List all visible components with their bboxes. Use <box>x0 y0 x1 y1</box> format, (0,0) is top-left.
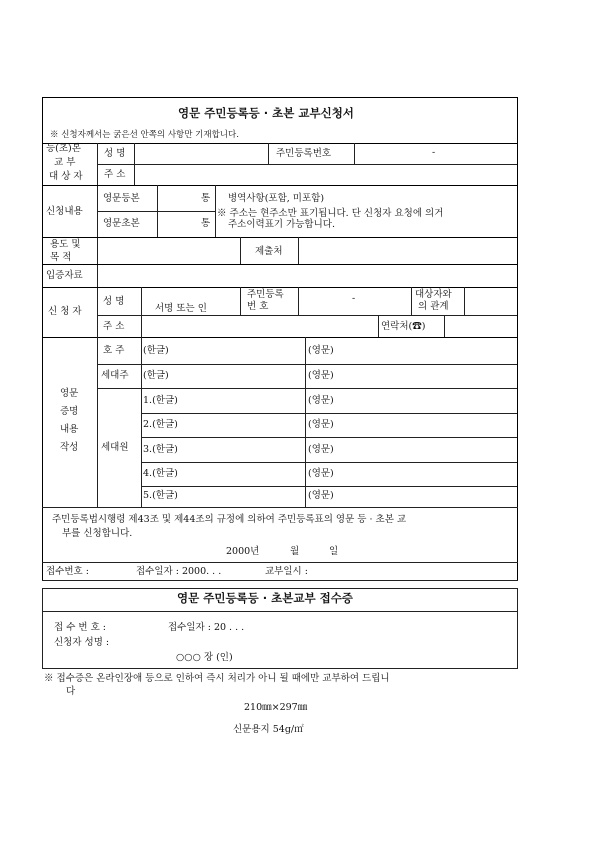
target-name-field[interactable] <box>136 145 266 163</box>
head-english-field[interactable]: (영문) <box>308 345 334 356</box>
applicant-name-label: 성 명 <box>103 296 125 307</box>
purpose-label-2: 목 적 <box>50 252 72 263</box>
paper-type: 신문용지 54g/㎡ <box>233 724 304 735</box>
member-english-field[interactable]: (영문) <box>308 490 334 501</box>
english-label-4: 작성 <box>60 442 79 453</box>
rule <box>42 237 518 238</box>
rule <box>444 315 445 337</box>
receipt-title: 영문 주민등록등 · 초본교부 접수증 <box>177 591 353 605</box>
head-label: 호 주 <box>103 345 125 356</box>
receipt-date: 접수일자 : 20 . . . <box>168 622 245 633</box>
householder-label: 세대주 <box>101 370 129 381</box>
rule <box>42 611 518 612</box>
evidence-label: 입증자료 <box>46 270 83 281</box>
rule <box>42 588 518 589</box>
rule <box>378 315 379 337</box>
applicant-address-field[interactable] <box>143 317 376 336</box>
address-note-1: ※ 주소는 현주소만 표기됩니다. 단 신청자 요청에 의거 <box>217 208 444 219</box>
relation-field[interactable] <box>466 289 515 314</box>
member-english-field[interactable]: (영문) <box>308 468 334 479</box>
evidence-field[interactable] <box>99 266 515 285</box>
statement-line-1: 주민등록법시행령 제43조 및 제44조의 규정에 의하여 주민등록표의 영문 등 · 초본 교 <box>52 514 407 525</box>
content-label: 신청내용 <box>46 206 83 217</box>
english-label-2: 증명 <box>60 406 79 417</box>
applicant-label: 신 청 자 <box>48 306 82 317</box>
rule <box>240 287 241 315</box>
rule <box>141 337 142 507</box>
rule <box>141 486 517 487</box>
member-korean-field[interactable]: 2.(한글) <box>143 419 178 430</box>
paper-size: 210㎜×297㎜ <box>244 702 308 713</box>
members-label: 세대원 <box>101 442 129 453</box>
rule <box>42 143 518 144</box>
receipt-applicant-label: 신청자 성명 : <box>54 637 110 648</box>
rule <box>268 143 269 164</box>
rule <box>141 462 517 463</box>
submit-to-field[interactable] <box>300 239 515 262</box>
rule <box>141 413 517 414</box>
eng-deungbon-count[interactable] <box>159 188 213 209</box>
rule <box>97 143 98 337</box>
contact-label: 연락처(☎) <box>381 321 426 332</box>
member-korean-field[interactable]: 5.(한글) <box>143 490 178 501</box>
target-label-1: 등(초)본 <box>46 143 81 154</box>
rule <box>411 287 412 315</box>
rule <box>305 337 306 507</box>
householder-korean-field[interactable]: (한글) <box>143 370 169 381</box>
applicant-address-label: 주 소 <box>103 321 125 332</box>
rule <box>42 588 43 668</box>
rule <box>97 211 215 212</box>
rrn-dash: - <box>352 293 356 304</box>
member-korean-field[interactable]: 4.(한글) <box>143 468 178 479</box>
member-english-field[interactable]: (영문) <box>308 444 334 455</box>
member-english-field[interactable]: (영문) <box>308 395 334 406</box>
top-note: ※ 신청자께서는 굵은선 안쪽의 사항만 기재합니다. <box>50 130 239 140</box>
military-option[interactable]: 병역사항(포함, 미포함) <box>228 193 325 204</box>
purpose-label-1: 용도 및 <box>50 239 81 250</box>
receipt-no-label: 접 수 번 호 : <box>54 622 106 633</box>
english-label-1: 영문 <box>60 388 79 399</box>
rule <box>42 264 518 265</box>
eng-chobon-count[interactable] <box>159 213 213 235</box>
rule <box>42 668 518 669</box>
relation-label-1: 대상자와 <box>415 289 452 300</box>
rule <box>240 237 241 264</box>
rule <box>298 287 299 315</box>
rule <box>157 185 158 237</box>
applicant-rrn-label-2: 번 호 <box>247 301 269 312</box>
rule <box>42 185 518 186</box>
eng-deungbon-label: 영문등본 <box>103 193 140 204</box>
target-name-label: 성 명 <box>104 148 126 159</box>
rule <box>97 315 517 316</box>
target-rrn-label: 주민등록번호 <box>276 148 332 159</box>
issue-date-label: 교부일시 : <box>265 566 308 577</box>
target-address-label: 주 소 <box>104 169 126 180</box>
purpose-field[interactable] <box>99 239 238 262</box>
target-label-2: 교 부 <box>54 157 76 168</box>
date-day[interactable]: 일 <box>329 546 339 557</box>
relation-label-2: 의 관계 <box>418 301 449 312</box>
target-label-3: 대 상 자 <box>49 171 83 182</box>
date-month[interactable]: 월 <box>290 546 300 557</box>
unit-label: 통 <box>201 193 211 204</box>
rule <box>97 364 517 365</box>
contact-field[interactable] <box>446 317 515 336</box>
rule <box>141 437 517 438</box>
receipt-number-label: 접수번호 : <box>46 566 89 577</box>
statement-line-2: 부를 신청합니다. <box>62 528 133 539</box>
form-title: 영문 주민등록등 · 초본 교부신청서 <box>178 106 354 120</box>
head-korean-field[interactable]: (한글) <box>143 345 169 356</box>
householder-english-field[interactable]: (영문) <box>308 370 334 381</box>
rule <box>97 337 98 507</box>
applicant-name-field[interactable] <box>143 289 238 314</box>
date-year[interactable]: 2000년 <box>226 546 260 557</box>
rule <box>97 164 517 165</box>
rule <box>517 588 518 668</box>
submit-to-label: 제출처 <box>255 246 283 257</box>
unit-label: 통 <box>201 218 211 229</box>
rule <box>97 388 517 389</box>
applicant-rrn-label-1: 주민등록 <box>247 289 284 300</box>
footer-note-2: 다 <box>66 686 76 697</box>
member-english-field[interactable]: (영문) <box>308 419 334 430</box>
rrn-dash: - <box>432 147 436 158</box>
target-address-field[interactable] <box>136 166 516 184</box>
rule <box>464 287 465 315</box>
signature-label: 서명 또는 인 <box>155 303 207 314</box>
rule <box>141 287 142 337</box>
footer-note-1: ※ 접수증은 온라인장애 등으로 인하여 즉시 처리가 아니 될 때에만 교부하여 드립니 <box>44 673 390 684</box>
frame-bottom <box>42 580 518 581</box>
applicant-rrn-field[interactable] <box>300 289 409 314</box>
rule <box>298 237 299 264</box>
member-korean-field[interactable]: 1.(한글) <box>143 395 178 406</box>
rule <box>215 185 216 237</box>
target-rrn-field[interactable] <box>356 145 516 163</box>
rule <box>42 287 518 288</box>
english-label-3: 내용 <box>60 424 79 435</box>
address-note-2: 주소이력표기 가능합니다. <box>228 219 335 230</box>
receipt-seal: ○○○ 장 (인) <box>176 652 233 663</box>
rule <box>354 143 355 164</box>
member-korean-field[interactable]: 3.(한글) <box>143 444 178 455</box>
eng-chobon-label: 영문초본 <box>103 218 140 229</box>
rule <box>134 143 135 185</box>
receipt-date-label: 접수일자 : 2000. . . <box>136 566 222 577</box>
rule <box>42 562 518 563</box>
frame-top <box>42 97 518 98</box>
rule <box>42 507 518 508</box>
rule <box>42 337 518 338</box>
